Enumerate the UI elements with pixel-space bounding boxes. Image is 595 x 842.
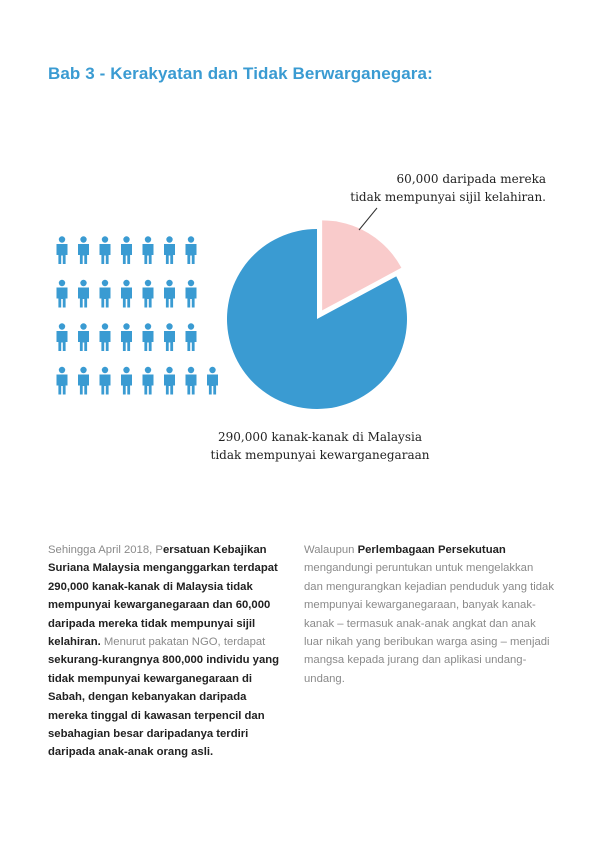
person-icon	[57, 367, 68, 395]
right-text-2: Perlembagaan Persekutuan	[357, 544, 506, 556]
person-icon	[143, 280, 154, 308]
left-column-text	[48, 541, 286, 762]
page-title: Bab 3 - Kerakyatan dan Tidak Berwarganegara:	[48, 64, 433, 83]
person-icon	[143, 323, 154, 351]
person-icon	[164, 236, 175, 264]
callout-leader-line	[359, 208, 377, 230]
person-icon	[143, 367, 154, 395]
person-icon	[186, 323, 197, 351]
person-icon	[100, 323, 111, 351]
person-icon	[121, 323, 132, 351]
callout-top-line-1: 60,000 daripada mereka	[396, 172, 546, 186]
person-icon	[57, 323, 68, 351]
person-icon	[207, 367, 218, 395]
pie-chart	[227, 220, 407, 409]
callout-top-line-2: tidak mempunyai sijil kelahiran.	[350, 190, 546, 204]
callout-bottom-line-2: tidak mempunyai kewarganegaraan	[210, 448, 430, 462]
callout-birth-certificate	[300, 170, 546, 206]
person-icon	[121, 236, 132, 264]
person-icon	[100, 367, 111, 395]
person-icon	[121, 367, 132, 395]
left-text-3: Menurut pakatan NGO, terdapat	[100, 636, 266, 649]
right-column-text	[304, 541, 554, 688]
person-icon	[78, 367, 89, 395]
person-icon	[78, 236, 89, 264]
person-icon	[100, 236, 111, 264]
callout-bottom-line-1: 290,000 kanak-kanak di Malaysia	[218, 430, 422, 444]
people-icon-grid	[57, 236, 219, 394]
person-icon	[164, 280, 175, 308]
person-icon	[164, 323, 175, 351]
person-icon	[57, 236, 68, 264]
person-icon	[186, 236, 197, 264]
person-icon	[100, 280, 111, 308]
person-icon	[164, 367, 175, 395]
right-text-1: Walaupun	[304, 544, 358, 556]
callout-stateless	[150, 428, 490, 464]
person-icon	[121, 280, 132, 308]
person-icon	[78, 280, 89, 308]
person-icon	[78, 323, 89, 351]
left-text-2: ersatuan Kebajikan Suriana Malaysia menganggarkan terdapat 290,000 kanak-kanak di Malaysia tidak mempunyai kewarganegaraan dan 60,000 daripada mereka tidak mempunyai sijil kelahiran.	[48, 544, 278, 649]
left-text-1: Sehingga April 2018, P	[48, 544, 163, 556]
person-icon	[186, 367, 197, 395]
person-icon	[186, 280, 197, 308]
person-icon	[57, 280, 68, 308]
person-icon	[143, 236, 154, 264]
right-text-3: mengandungi peruntukan untuk mengelakkan dan mengurangkan kejadian penduduk yang tidak mempunyai kewarganegaraan, banyak kanak-kanak – termasuk anak-anak angkat dan anak luar nikah yang beribukan warga asing – menjadi mangsa kepada jurang dan aplikasi undang-undang.	[304, 562, 554, 685]
left-text-4: sekurang-kurangnya 800,000 individu yang tidak mempunyai kewarganegaraan di Sabah, dengan kebanyakan daripada mereka tinggal di kawasan terpencil dan sebahagian besar daripadanya terdiri daripada anak-anak orang asli.	[48, 654, 280, 759]
